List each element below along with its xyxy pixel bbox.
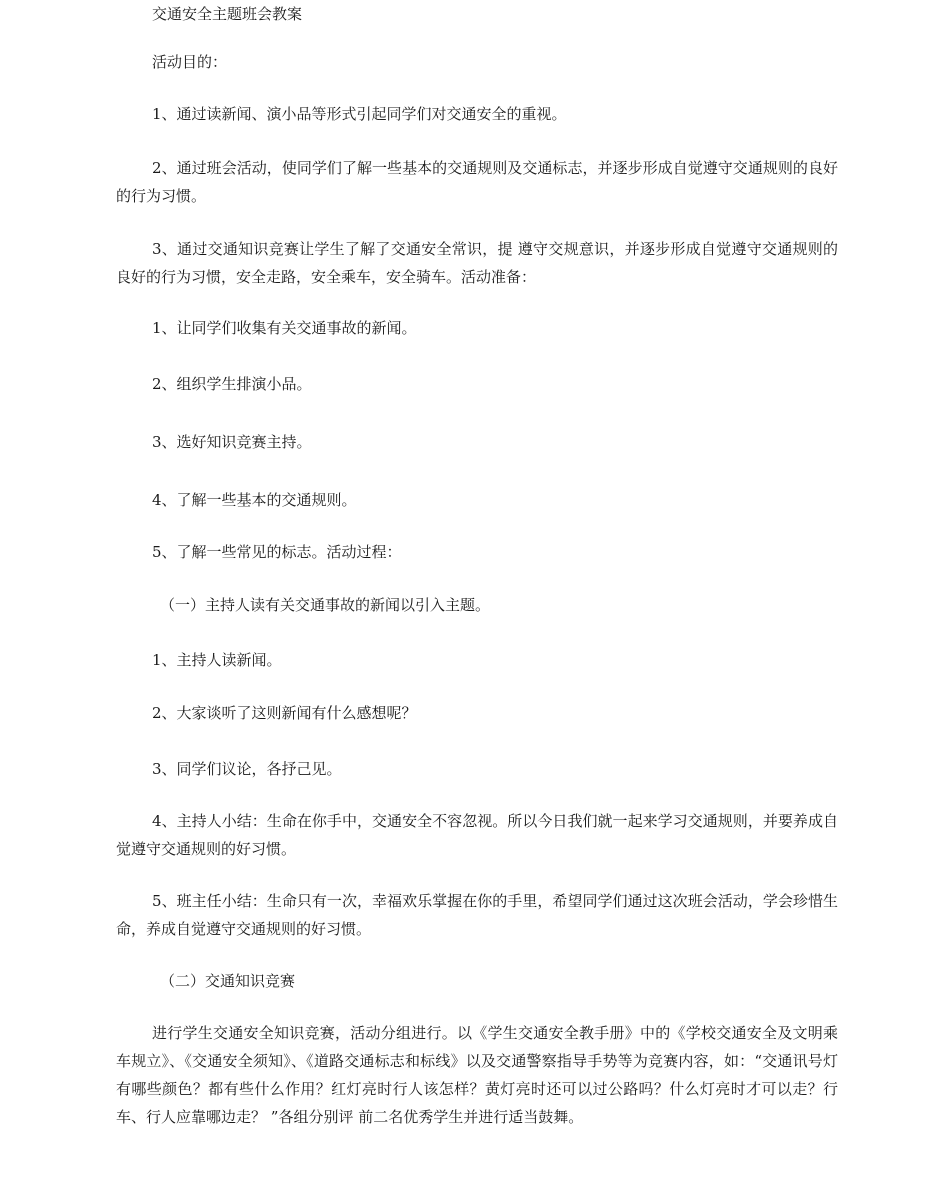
purpose-heading: 活动目的： [152,53,228,71]
purpose-item-3: 3、通过交通知识竞赛让学生了解了交通安全常识，提 遵守交规意识，并逐步形成自觉遵守交通规则的良好的行为习惯，安全走路，安全乘车，安全骑车。活动准备： [116,240,838,286]
process-step-2: 2、大家谈听了这则新闻有什么感想呢？ [152,704,417,722]
process-step-1: 1、主持人读新闻。 [152,651,282,669]
section-2-heading: （二）交通知识竞赛 [160,972,296,990]
document-title: 交通安全主题班会教案 [152,5,303,23]
prep-item-1: 1、让同学们收集有关交通事故的新闻。 [152,319,417,337]
purpose-item-2: 2、通过班会活动，使同学们了解一些基本的交通规则及交通标志，并逐步形成自觉遵守交通规则的良好的行为习惯。 [116,159,838,205]
process-step-4: 4、主持人小结：生命在你手中，交通安全不容忽视。所以今日我们就一起来学习交通规则，并要养成自觉遵守交通规则的好习惯。 [116,812,838,858]
prep-item-2: 2、组织学生排演小品。 [152,375,312,393]
process-step-3: 3、同学们议论，各抒己见。 [152,760,342,778]
process-step-5: 5、班主任小结：生命只有一次，幸福欢乐掌握在你的手里，希望同学们通过这次班会活动，学会珍惜生命，养成自觉遵守交通规则的好习惯。 [116,892,838,938]
contest-paragraph: 进行学生交通安全知识竞赛，活动分组进行。以《学生交通安全教手册》中的《学校交通安全及文明乘车规立》、《交通安全须知》、《道路交通标志和标线》以及交通警察指导手势等为竞赛内容，如：“交通讯号灯有哪些颜色？都有些什么作用？红灯亮时行人该怎样？黄灯亮时还可以过公路吗？什么灯亮时才可以走？行车、行人应靠哪边走？ ”各组分别评 前二名优秀学生并进行适当鼓舞。 [116,1024,838,1126]
prep-item-4: 4、了解一些基本的交通规则。 [152,491,357,509]
prep-item-5: 5、了解一些常见的标志。活动过程： [152,543,402,561]
prep-item-3: 3、选好知识竞赛主持。 [152,433,312,451]
purpose-item-1: 1、通过读新闻、演小品等形式引起同学们对交通安全的重视。 [152,105,567,123]
section-1-heading: （一）主持人读有关交通事故的新闻以引入主题。 [160,596,491,614]
